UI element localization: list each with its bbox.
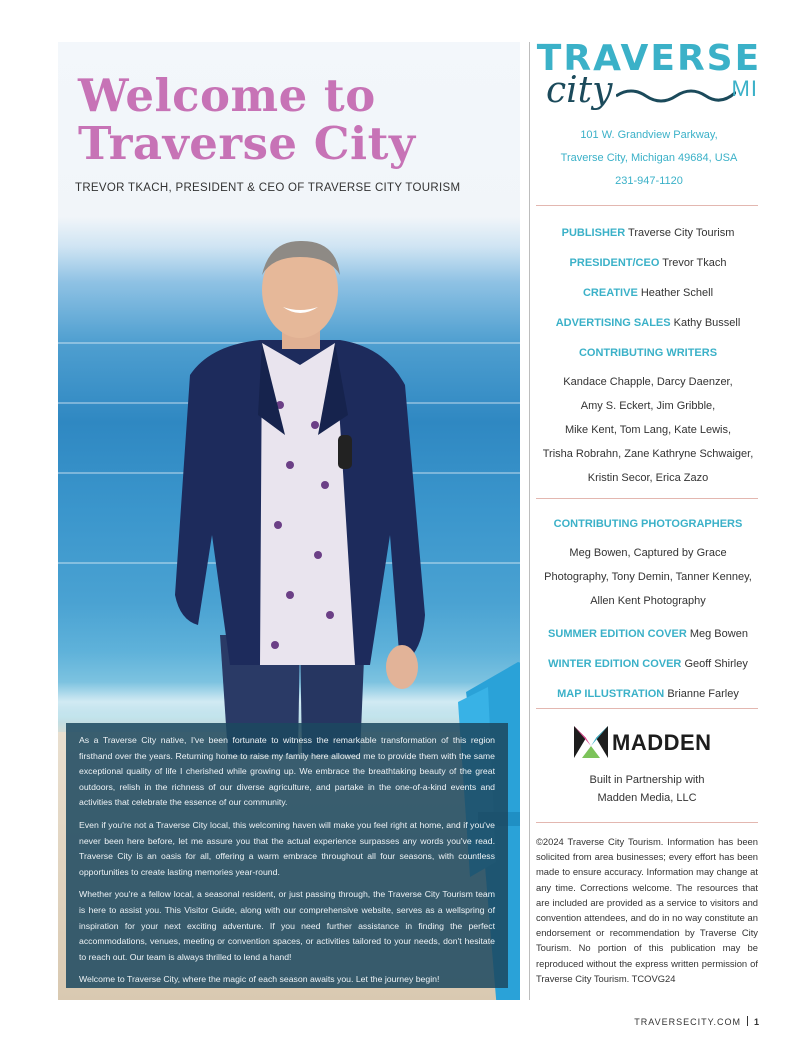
letter-paragraph: Welcome to Traverse City, where the magic of each season awaits you. Let the journey begin!	[79, 974, 440, 985]
page-number: 1	[753, 1017, 760, 1027]
credit-name: Geoff Shirley	[684, 658, 748, 670]
madden-logo	[574, 724, 724, 762]
logo-state: MI	[731, 76, 758, 101]
photographers-line: Allen Kent Photography	[590, 595, 706, 607]
writers-line: Kandace Chapple, Darcy Daenzer,	[563, 376, 733, 388]
traverse-city-logo	[536, 38, 762, 122]
photographers-list	[536, 541, 760, 613]
logo-word-city: city	[546, 70, 613, 111]
letter-paragraph: Whether you're a fellow local, a seasonal resident, or just passing through, the Traverse City Tourism team is here to assist you. This Visitor Guide, along with our comprehensive website, serves as a wellspring of inspiration for your next exciting adventure. If you need further assistance in finding the perfect accommodations, venues, meeting or convention spaces, or activities tailored to your needs, don't hesitate to reach out. Our team is always thrilled to lend a hand!	[79, 889, 495, 962]
credit-row	[536, 256, 760, 271]
contact-address	[538, 124, 760, 193]
title-line-1: Welcome to	[78, 69, 376, 122]
credit-role: MAP ILLUSTRATION	[557, 688, 665, 700]
staff-credits	[536, 226, 760, 498]
divider	[536, 205, 758, 206]
divider	[536, 822, 758, 823]
title-line-2: Traverse City	[78, 117, 416, 170]
credit-row	[536, 627, 760, 642]
divider	[536, 708, 758, 709]
footer-site: TRAVERSECITY.COM	[634, 1017, 741, 1027]
writers-line: Mike Kent, Tom Lang, Kate Lewis,	[564, 424, 732, 436]
credit-row	[536, 226, 760, 241]
credit-name: Kathy Bussell	[673, 317, 741, 329]
credit-role: PUBLISHER	[561, 227, 626, 239]
credit-row	[536, 687, 760, 702]
madden-mark-icon	[574, 724, 608, 760]
address-line: 101 W. Grandview Parkway,	[580, 129, 718, 141]
madden-wordmark: MADDEN	[612, 730, 712, 755]
credit-role: WINTER EDITION COVER	[548, 658, 682, 670]
byline: TREVOR TKACH, PRESIDENT & CEO OF TRAVERSE CITY TOURISM	[75, 182, 461, 194]
credit-row	[536, 316, 760, 331]
page-title	[78, 69, 416, 170]
credit-role: SUMMER EDITION COVER	[548, 628, 687, 640]
copyright-notice: ©2024 Traverse City Tourism. Information has been solicited from area businesses; every effort has been made to ensure accuracy. Information may change at any time. Corrections welcome. The resources that are included are provided as a service to visitors and convention attendees, and do in no way constitute an endorsement or recommendation by Traverse City Tourism. No portion of this publication may be reproduced without the express written permission of Traverse City Tourism. TCOVG24	[536, 836, 758, 984]
partner-line: Built in Partnership with	[589, 774, 705, 786]
writers-line: Trisha Robrahn, Zane Kathryne Schwaiger,	[542, 448, 754, 460]
column-divider	[529, 42, 530, 1000]
logo-word-traverse: TRAVERSE	[536, 38, 762, 79]
page-footer	[634, 1016, 760, 1027]
portrait-trevor-tkach	[150, 235, 450, 755]
writers-line: Kristin Secor, Erica Zazo	[587, 472, 709, 484]
credit-role: CREATIVE	[582, 287, 638, 299]
credit-role: PRESIDENT/CEO	[569, 257, 660, 269]
writers-list	[536, 370, 760, 490]
letter-paragraph: As a Traverse City native, I've been fortunate to witness the remarkable transformation of this region firsthand over the years. Returning home to raise my family here allowed me to provide them with the same exceptional quality of life I cherished while growing up. We embrace the breathtaking beauty of the great outdoors, relish in the richness of our diverse agriculture, and partake in the one-of-a-kind events and activities that celebrate the essence of our community.	[79, 735, 495, 808]
photographers-line: Photography, Tony Demin, Tanner Kenney,	[544, 571, 752, 583]
letter-paragraph: Even if you're not a Traverse City local, this welcoming haven will make you feel right at home, and if you've never been here before, let me assure you that the actual experience surpasses any words you've read. Traverse City is an oasis for all, offering a warm embrace throughout all four seasons, with countless opportunities to create lasting memories year-round.	[79, 819, 495, 877]
credit-name: Brianne Farley	[667, 688, 739, 700]
credit-name: Trevor Tkach	[662, 257, 727, 269]
photographers-line: Meg Bowen, Captured by Grace	[569, 547, 727, 559]
writers-line: Amy S. Eckert, Jim Gribble,	[580, 400, 716, 412]
credit-name: Meg Bowen	[689, 628, 748, 640]
partnership-note	[536, 771, 758, 807]
credit-role: ADVERTISING SALES	[555, 317, 671, 329]
writers-heading: CONTRIBUTING WRITERS	[578, 347, 718, 359]
divider	[536, 498, 758, 499]
credit-row	[536, 657, 760, 672]
partner-line: Madden Media, LLC	[597, 792, 697, 804]
credit-name: Traverse City Tourism	[628, 227, 735, 239]
photographers-heading: CONTRIBUTING PHOTOGRAPHERS	[553, 518, 743, 530]
photo-credits	[536, 517, 760, 717]
phone-number: 231-947-1120	[615, 175, 683, 187]
credit-row	[536, 286, 760, 301]
welcome-letter	[66, 723, 508, 988]
address-line: Traverse City, Michigan 49684, USA	[560, 152, 738, 164]
logo-swoosh-icon	[616, 84, 736, 104]
credit-name: Heather Schell	[640, 287, 714, 299]
